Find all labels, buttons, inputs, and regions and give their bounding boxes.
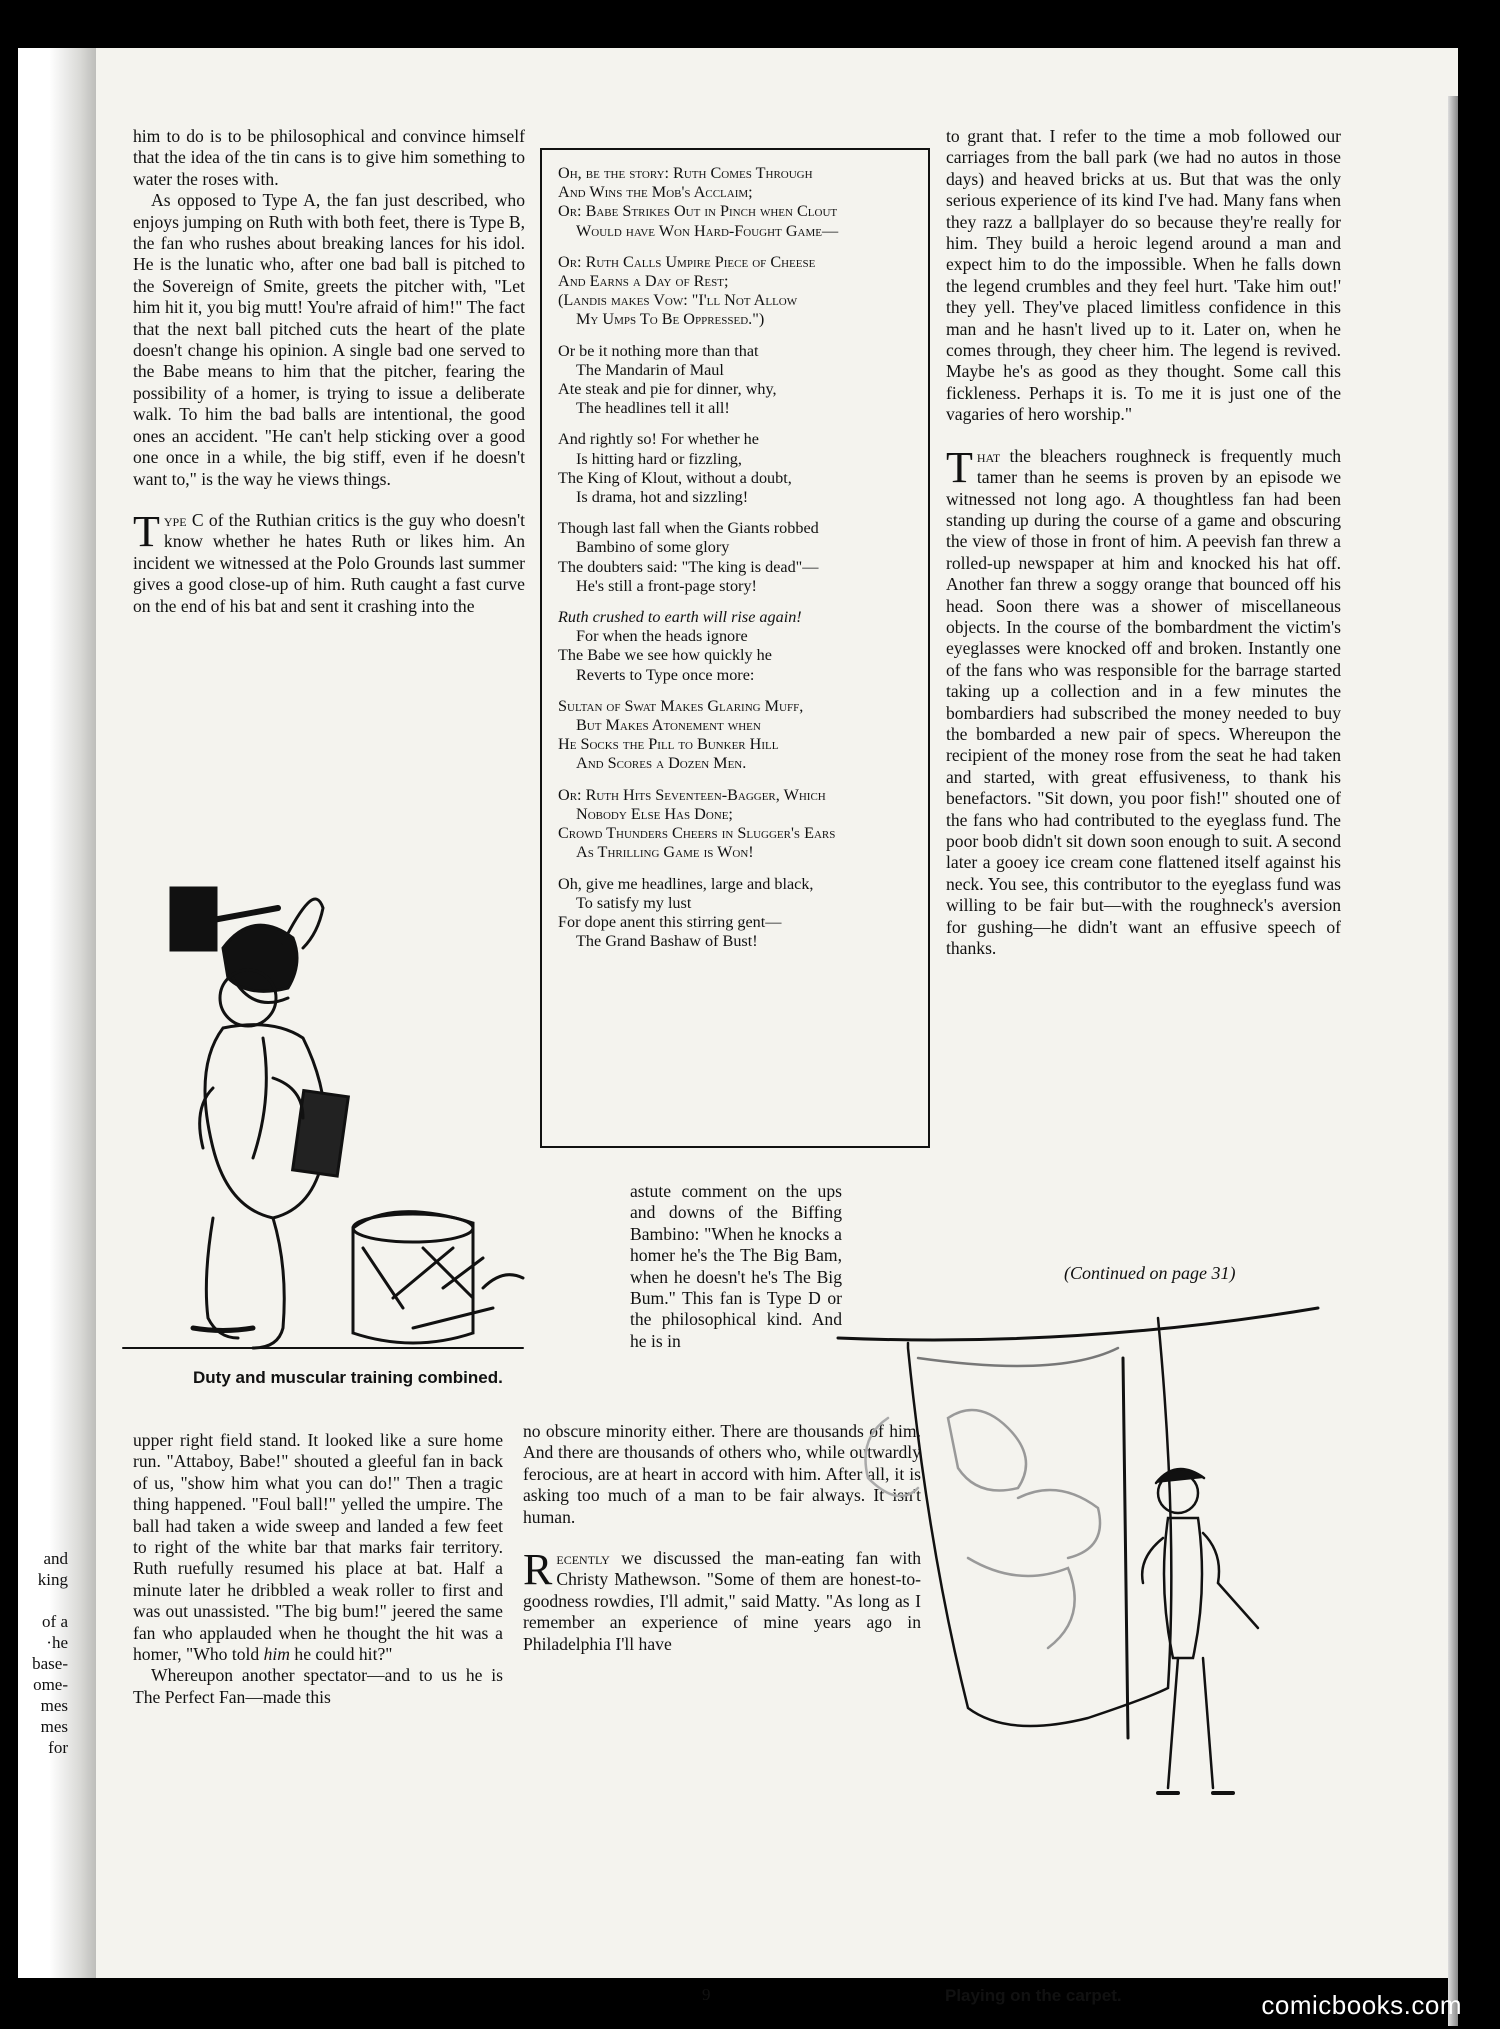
poem-stanza (558, 430, 912, 507)
poem-line: He Socks the Pill to Bunker Hill (558, 735, 779, 754)
poem-line: Or: Ruth Calls Umpire Piece of Cheese (558, 252, 816, 271)
poem-line: The headlines tell it all! (576, 399, 730, 418)
illustration-caption: Playing on the carpet. (945, 1986, 1122, 2005)
poem-line: (Landis makes Vow: "I'll Not Allow (558, 291, 798, 310)
woodchopper-illustration (113, 828, 533, 1363)
paragraph-text: he could hit?" (290, 1644, 393, 1665)
poem-line: My Umps To Be Oppressed.") (576, 310, 765, 329)
article-column-1-lower (133, 1430, 503, 1708)
paragraph: As opposed to Type A, the fan just described, who enjoys jumping on Ruth with both feet, there is Type B, the fan who rushes about breaking lances for his idol. He is the lunatic who, after one bad ball is pitched to the Sovereign of Smite, greets the pitcher with, "Let him hit it, you big mutt! You're afraid of him!" The fact that the next ball pitched cuts the heart of the plate doesn't change his opinion. A single bad one served to the Babe means to him that the pitcher, fearing the possibility of a homer, is trying to issue a deliberate walk. To him the bad balls are intentional, the good ones an accident. "He can't help sticking over a good one once in a while, the big stiff, even if he doesn't want to," is the way he views things. (133, 190, 525, 489)
poem-stanza (558, 164, 912, 241)
facing-page-text-fragments: and king of a ·he base- ome- mes mes for (32, 1549, 68, 1757)
poem-line: Oh, give me headlines, large and black, (558, 874, 814, 893)
poem-line: To satisfy my lust (576, 893, 692, 912)
poem-line: Or be it nothing more than that (558, 341, 759, 360)
drop-cap: T (133, 506, 160, 556)
poem-line: And rightly so! For whether he (558, 430, 759, 449)
magazine-page (18, 48, 1458, 2005)
poem-line: Reverts to Type once more: (576, 665, 755, 684)
poem-line: Ruth crushed to earth will rise again! (558, 608, 802, 627)
poem-stanza (558, 786, 912, 863)
watermark: comicbooks.com (1261, 1990, 1462, 2020)
poem-line: The doubters said: "The king is dead"— (558, 557, 819, 576)
paragraph: him to do is to be philosophical and convince himself that the idea of the tin cans is to give him something to water the roses with. (133, 126, 525, 189)
poem-line: Is hitting hard or fizzling, (576, 449, 742, 468)
page-number: 9 (702, 1985, 711, 2004)
poem-line: Nobody Else Has Done; (576, 804, 733, 823)
poem-line: Is drama, hot and sizzling! (576, 488, 749, 507)
poem-box (540, 148, 930, 1148)
poem-line: Crowd Thunders Cheers in Slugger's Ears (558, 824, 836, 843)
poem-stanza (558, 608, 912, 685)
italic-word: him (263, 1644, 290, 1665)
poem-line: Would have Won Hard-Fought Game— (576, 221, 839, 240)
page-edge-shadow (1448, 96, 1458, 2026)
article-column-3 (946, 126, 1341, 959)
poem-line: The Mandarin of Maul (576, 360, 724, 379)
paragraph: to grant that. I refer to the time a mob followed our carriages from the ball park (we had no autos in those days) and heaved bricks at us. But that was the only serious experience of its kind I've had. Many fans when they razz a ballplayer do so because they're really for him. They build a heroic legend around a man and expect him to do the impossible. When he falls down the legend crumbles and they feel hurt. 'Take him out!' they yell. They've placed limitless confidence in this man and he hasn't lived up to it. Later on, when he comes through, they cheer him. The legend is revived. Maybe he's as good as they thought. Some call this fickleness. Perhaps it is. To me it is just one of the vagaries of hero worship." (946, 126, 1341, 425)
poem-line: And Earns a Day of Rest; (558, 272, 729, 291)
paragraph-text: the bleachers roughneck is frequently much tamer than he seems is proven by an episode we witnessed not long ago. A thoughtless fan had been standing up during the course of a game and obscuring the view of those in front of him. A peevish fan threw a rolled-up newspaper at him and knocked his hat off. Another fan threw a soggy orange that bounced off his head. Soon there was a shower of miscellaneous objects. In the course of the bombardment the victim's eyeglasses were knocked off and broken. Instantly one of the fans who was responsible for the barrage started taking up a collection and in a few minutes the bombardiers had subscribed the money needed to buy the bombarded a new pair of specs. Whereupon the recipient of the money rose from the seat he had taken and started, with great effusiveness, to thank his benefactors. "Sit down, you poor fish!" shouted one of the fans who had contributed to the eyeglass fund. The poor boob didn't sit down soon enough to suit. A second later a gooey ice cream cone flattened itself against his neck. You see, this contributor to the eyeglass fund was willing to be fair but—with the roughneck's aversion for gushing—he didn't want an effusive speech of thanks. (946, 445, 1341, 959)
paragraph: astute comment on the ups and downs of the Biffing Bambino: "When he knocks a homer he's the The Big Bam, when he doesn't he's The Big Bum." This fan is Type D or the philosophical kind. And he is in (630, 1181, 842, 1351)
article-column-2-wrap (630, 1181, 842, 1352)
poem-line: The King of Klout, without a doubt, (558, 468, 792, 487)
small-caps-lead: ype (163, 509, 187, 530)
continued-note: (Continued on page 31) (1064, 1263, 1236, 1283)
paragraph-text: C of the Ruthian critics is the guy who doesn't know whether he hates Ruth or likes him. An incident we witnessed at the Polo Grounds last summer gives a good close-up of him. Ruth caught a fast curve on the end of his bat and sent it crashing into the (133, 509, 525, 616)
paragraph-text: we discussed the man-eating fan with Christy Mathewson. "Some of them are honest-to-goodness rowdies, I'll admit," said Matty. "As long as I remember an experience of mine years ago in Philadelphia I'll have (523, 1548, 921, 1654)
poem-stanza (558, 697, 912, 774)
poem-line: The Babe we see how quickly he (558, 646, 772, 665)
poem-line: But Makes Atonement when (576, 716, 761, 735)
poem-line: Or: Ruth Hits Seventeen-Bagger, Which (558, 785, 826, 804)
poem-line: And Scores a Dozen Men. (576, 754, 747, 773)
small-caps-lead: hat (976, 445, 1001, 466)
article-column-1 (133, 126, 525, 617)
poem-line: The Grand Bashaw of Bust! (576, 932, 758, 951)
poem-stanza (558, 875, 912, 952)
poem-line: For dope anent this stirring gent— (558, 912, 782, 931)
illustration-caption: Duty and muscular training combined. (193, 1368, 503, 1387)
facing-page-gutter (18, 48, 96, 1978)
poem-line: Or: Babe Strikes Out in Pinch when Clout (558, 202, 838, 221)
paragraph: no obscure minority either. There are thousands of him. And there are thousands of others who, while outwardly ferocious, are at heart in accord with him. After all, it is asking too much of a man to be fair always. It isn't human. (523, 1421, 921, 1527)
paragraph-text: upper right field stand. It looked like a sure home run. "Attaboy, Babe!" shouted a gleeful fan in back of us, "show him what you can do!" Then a tragic thing happened. "Foul ball!" yelled the umpire. The ball had taken a wide sweep and landed a few feet to right of the white bar that marks fair territory. Ruth ruefully resumed his place at bat. Half a minute later he dribbled a weak roller to first and was out unassisted. "The big bum!" jeered the same fan who applauded when he thought the hit was a homer, "Who told (133, 1430, 503, 1665)
poem-line: Bambino of some glory (576, 538, 730, 557)
poem-stanza (558, 253, 912, 330)
poem-line: Oh, be the story: Ruth Comes Through (558, 164, 813, 182)
poem-stanza (558, 519, 912, 596)
poem-line: And Wins the Mob's Acclaim; (558, 183, 753, 202)
poem-line: Sultan of Swat Makes Glaring Muff, (558, 696, 804, 715)
poem-line: As Thrilling Game is Won! (576, 843, 754, 862)
paragraph: Whereupon another spectator—and to us he is The Perfect Fan—made this (133, 1665, 503, 1707)
paragraph-that (946, 442, 1341, 960)
paragraph (133, 1430, 503, 1665)
poem-line: For when the heads ignore (576, 627, 748, 646)
poem-stanza (558, 342, 912, 419)
carpet-illustration (818, 1298, 1338, 1938)
poem-line: He's still a front-page story! (576, 576, 757, 595)
drop-cap: T (946, 442, 973, 492)
small-caps-lead: ecently (556, 1548, 610, 1569)
poem-line: Though last fall when the Giants robbed (558, 519, 819, 538)
drop-cap: R (523, 1545, 553, 1595)
poem-line: Ate steak and pie for dinner, why, (558, 380, 777, 399)
paragraph-type-c (133, 506, 525, 617)
